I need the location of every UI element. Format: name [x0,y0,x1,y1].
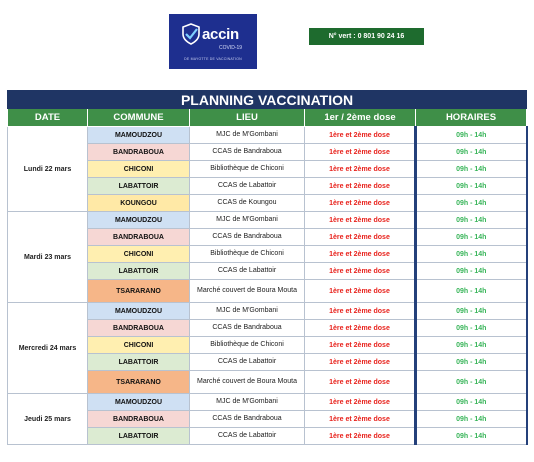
dose-cell: 1ère et 2ème dose [305,246,416,263]
dose-cell: 1ère et 2ème dose [305,303,416,320]
header-dose: 1er / 2ème dose [305,109,416,127]
lieu-cell: Bibliothèque de Chiconi [190,161,305,178]
lieu-cell: Marché couvert de Boura Mouta [190,371,305,394]
dose-cell: 1ère et 2ème dose [305,195,416,212]
vaccin-logo [169,14,257,69]
hours-cell: 09h - 14h [416,354,527,371]
lieu-cell: Marché couvert de Boura Mouta [190,280,305,303]
commune-cell: CHICONI [88,246,190,263]
lieu-cell: MJC de M'Gombani [190,127,305,144]
hours-cell: 09h - 14h [416,212,527,229]
hours-cell: 09h - 14h [416,320,527,337]
dose-cell: 1ère et 2ème dose [305,212,416,229]
dose-cell: 1ère et 2ème dose [305,320,416,337]
hours-cell: 09h - 14h [416,178,527,195]
date-cell: Mardi 23 mars [8,212,88,303]
date-cell: Jeudi 25 mars [8,394,88,445]
header-lieu: LIEU [190,109,305,127]
commune-cell: BANDRABOUA [88,320,190,337]
hours-cell: 09h - 14h [416,263,527,280]
table-row [8,212,527,229]
hours-cell: 09h - 14h [416,411,527,428]
commune-cell: CHICONI [88,161,190,178]
header-horaires: HORAIRES [416,109,527,127]
dose-cell: 1ère et 2ème dose [305,178,416,195]
hours-cell: 09h - 14h [416,229,527,246]
lieu-cell: MJC de M'Gombani [190,303,305,320]
hours-cell: 09h - 14h [416,394,527,411]
commune-cell: MAMOUDZOU [88,303,190,320]
lieu-cell: Bibliothèque de Chiconi [190,246,305,263]
dose-cell: 1ère et 2ème dose [305,411,416,428]
dose-cell: 1ère et 2ème dose [305,144,416,161]
commune-cell: CHICONI [88,337,190,354]
hours-cell: 09h - 14h [416,280,527,303]
header-date: DATE [8,109,88,127]
schedule-table-wrapper [7,90,526,445]
lieu-cell: CCAS de Labattoir [190,178,305,195]
lieu-cell: CCAS de Bandraboua [190,229,305,246]
dose-cell: 1ère et 2ème dose [305,161,416,178]
hours-cell: 09h - 14h [416,127,527,144]
schedule-table [7,90,528,445]
hotline-banner: N° vert : 0 801 90 24 16 [309,28,424,45]
commune-cell: BANDRABOUA [88,144,190,161]
logo-subtext: COVID-19 [219,45,243,51]
shield-check-icon [181,23,201,45]
dose-cell: 1ère et 2ème dose [305,337,416,354]
date-cell: Lundi 22 mars [8,127,88,212]
commune-cell: KOUNGOU [88,195,190,212]
header-commune: COMMUNE [88,109,190,127]
date-cell: Mercredi 24 mars [8,303,88,394]
dose-cell: 1ère et 2ème dose [305,229,416,246]
commune-cell: BANDRABOUA [88,411,190,428]
hours-cell: 09h - 14h [416,371,527,394]
dose-cell: 1ère et 2ème dose [305,263,416,280]
lieu-cell: MJC de M'Gombani [190,212,305,229]
table-row [8,303,527,320]
lieu-cell: CCAS de Bandraboua [190,411,305,428]
dose-cell: 1ère et 2ème dose [305,428,416,445]
commune-cell: TSARARANO [88,280,190,303]
commune-cell: LABATTOIR [88,428,190,445]
dose-cell: 1ère et 2ème dose [305,394,416,411]
lieu-cell: CCAS de Labattoir [190,263,305,280]
table-row [8,394,527,411]
commune-cell: LABATTOIR [88,178,190,195]
lieu-cell: Bibliothèque de Chiconi [190,337,305,354]
table-row [8,127,527,144]
lieu-cell: CCAS de Labattoir [190,354,305,371]
commune-cell: MAMOUDZOU [88,212,190,229]
hours-cell: 09h - 14h [416,246,527,263]
logo-caption: DE MAYOTTE DE VACCINATION [184,57,242,61]
dose-cell: 1ère et 2ème dose [305,280,416,303]
commune-cell: MAMOUDZOU [88,394,190,411]
hours-cell: 09h - 14h [416,144,527,161]
lieu-cell: CCAS de Labattoir [190,428,305,445]
hours-cell: 09h - 14h [416,161,527,178]
logo-text: accin [202,26,239,43]
dose-cell: 1ère et 2ème dose [305,127,416,144]
commune-cell: LABATTOIR [88,263,190,280]
page-title: PLANNING VACCINATION [8,91,527,109]
lieu-cell: CCAS de Bandraboua [190,320,305,337]
lieu-cell: CCAS de Bandraboua [190,144,305,161]
hours-cell: 09h - 14h [416,303,527,320]
dose-cell: 1ère et 2ème dose [305,354,416,371]
commune-cell: MAMOUDZOU [88,127,190,144]
commune-cell: TSARARANO [88,371,190,394]
hours-cell: 09h - 14h [416,428,527,445]
lieu-cell: CCAS de Koungou [190,195,305,212]
header-row [8,109,527,127]
hours-cell: 09h - 14h [416,337,527,354]
commune-cell: LABATTOIR [88,354,190,371]
lieu-cell: MJC de M'Gombani [190,394,305,411]
dose-cell: 1ère et 2ème dose [305,371,416,394]
commune-cell: BANDRABOUA [88,229,190,246]
hours-cell: 09h - 14h [416,195,527,212]
